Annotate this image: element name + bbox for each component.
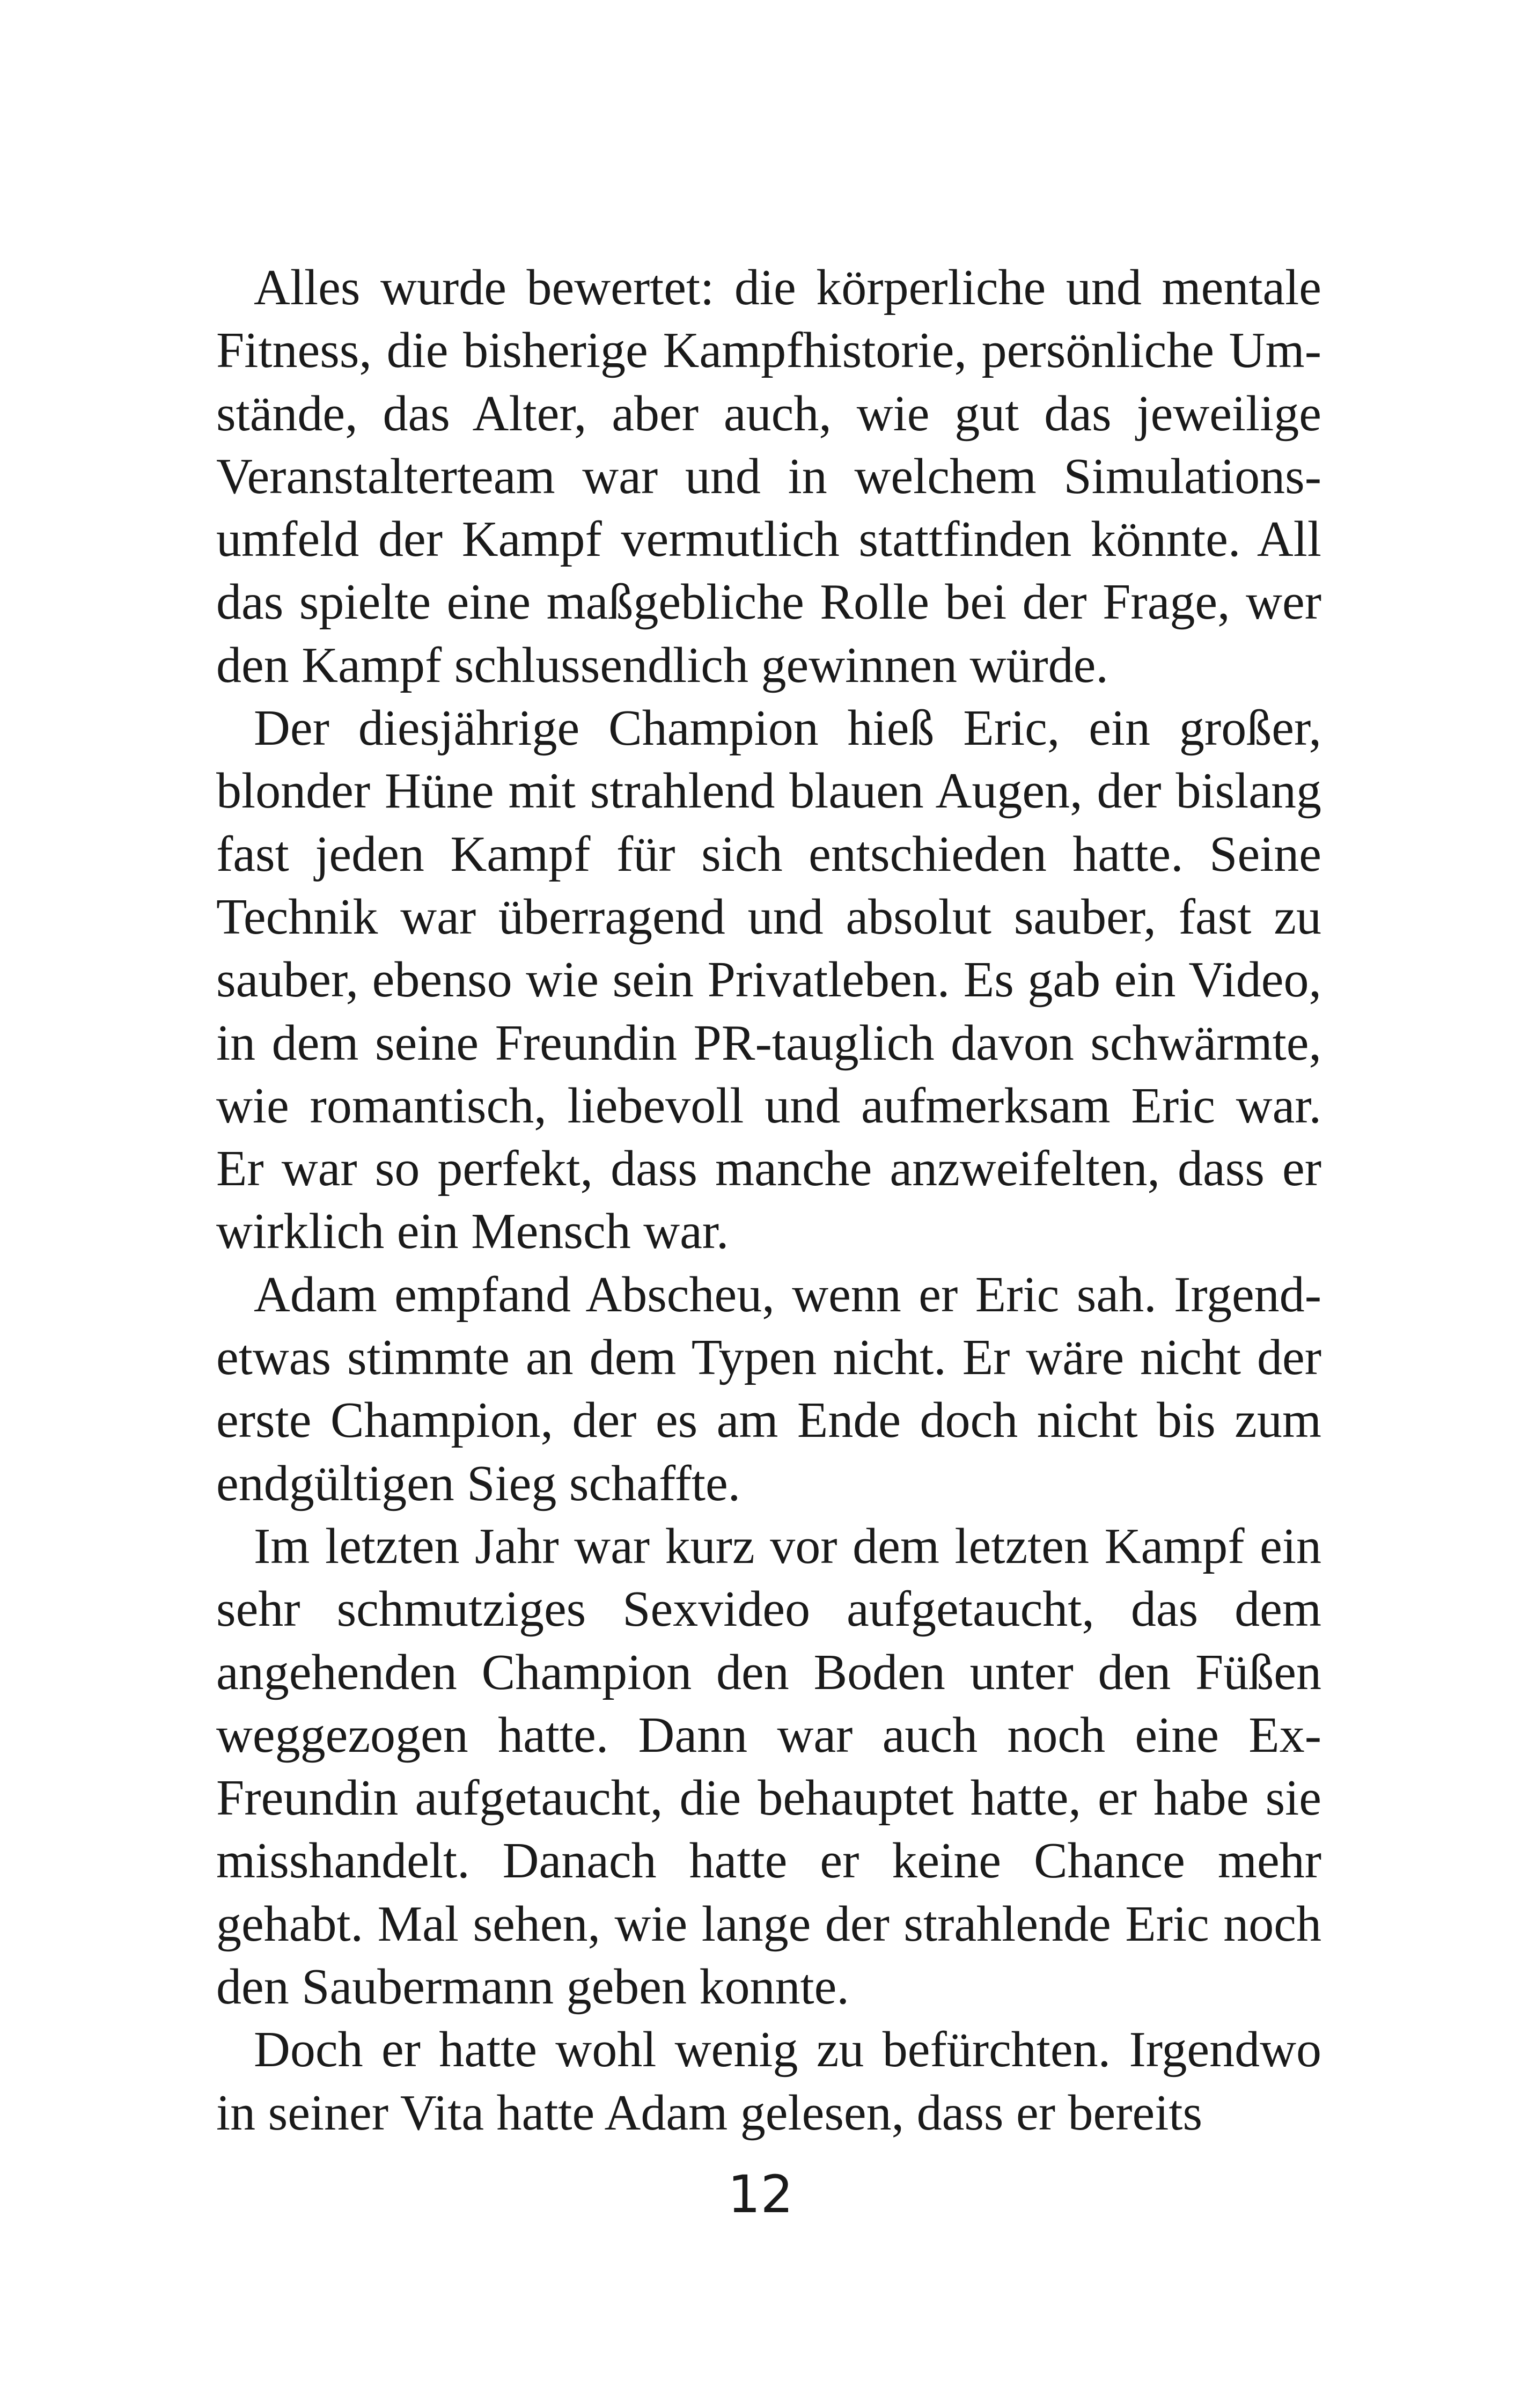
paragraph-3: Adam empfand Abscheu, wenn er Eric sah. Irgendetwas stimmte an dem Typen nicht. Er wäre nicht der erste Champion, der es am Ende doch nicht bis zum endgültigen Sieg schaffte.	[216, 1266, 1321, 1511]
paragraph-1: Alles wurde bewertet: die körperliche und mentale Fitness, die bisherige Kampfhistorie, persönliche Umstände, das Alter, aber auch, wie gut das jeweilige Veranstalterteam war und in welchem Simulationsumfeld der Kampf vermutlich stattfinden könnte. All das spielte eine maßgebliche Rolle bei der Frage, wer den Kampf schlussendlich gewinnen würde.	[216, 260, 1321, 693]
paragraph-4: Im letzten Jahr war kurz vor dem letzten Kampf ein sehr schmutziges Sexvideo aufgetaucht, das dem angehenden Champion den Boden unter den Füßen weggezogen hatte. Dann war auch noch eine Ex-Freundin aufgetaucht, die behauptet hatte, er habe sie misshandelt. Danach hatte er keine Chance mehr gehabt. Mal sehen, wie lange der strahlende Eric noch den Saubermann geben konnte.	[216, 1518, 1321, 2015]
body-text	[216, 256, 1321, 2145]
paragraph-2: Der diesjährige Champion hieß Eric, ein großer, blonder Hüne mit strahlend blauen Augen, der bislang fast jeden Kampf für sich entschieden hatte. Seine Technik war überragend und absolut sauber, fast zu sauber, ebenso wie sein Privatleben. Es gab ein Video, in dem seine Freundin PR-tauglich davon schwärmte, wie romantisch, liebevoll und aufmerksam Eric war. Er war so perfekt, dass manche anzweifelten, dass er wirklich ein Mensch war.	[216, 700, 1321, 1260]
paragraph-5: Doch er hatte wohl wenig zu befürchten. Irgendwo in seiner Vita hatte Adam gelesen, dass er bereits	[216, 2022, 1321, 2141]
page-number: 12	[728, 2164, 793, 2225]
